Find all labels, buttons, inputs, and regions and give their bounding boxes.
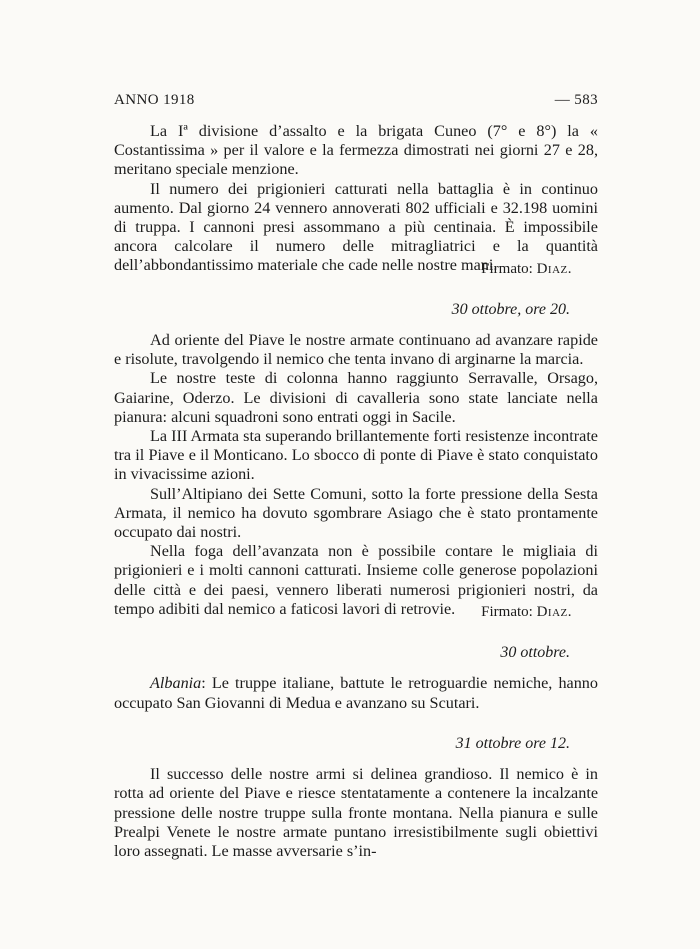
signature-label: Firmato: bbox=[481, 604, 533, 621]
dateline: 31 ottobre ore 12. bbox=[455, 734, 570, 752]
paragraph: La Iª divisione d’assalto e la brigata Cuneo (7° e 8°) la « Costantissima » per il valore e la fermezza dimostrati nei giorni 27 e 28, meritano speciale menzione. bbox=[114, 122, 598, 179]
page-number: — 583 bbox=[554, 92, 598, 108]
paragraph-body: : Le truppe italiane, battute le retroguardie nemiche, hanno occupato San Giovanni di Medua e avanzano su Scutari. bbox=[114, 674, 598, 712]
signature-label: Firmato: bbox=[481, 260, 533, 277]
dateline: 30 ottobre. bbox=[500, 644, 570, 662]
paragraph: Nella foga dell’avanzata non è possibile contare le migliaia di prigionieri e i molti cannoni catturati. Insieme colle generose popolazioni delle città e dei paesi, vennero liberati numerosi prigionieri nostri, da tempo adibiti dal nemico a faticosi lavori di retrovie. bbox=[114, 542, 598, 618]
paragraph-lead: Albania bbox=[150, 674, 202, 693]
paragraph: Ad oriente del Piave le nostre armate continuano ad avanzare rapide e risolute, travolgendo il nemico che tenta invano di arginarne la marcia. bbox=[114, 331, 598, 369]
paragraph: La III Armata sta superando brillantemente forti resistenze incontrate tra il Piave e il Monticano. Lo sbocco di ponte di Piave è stato conquistato in vivacissime azioni. bbox=[114, 427, 598, 484]
paragraph: Le nostre teste di colonna hanno raggiunto Serravalle, Orsago, Gaiarine, Oderzo. Le divisioni di cavalleria sono state lanciate nella pianura: alcuni squadroni sono entrati oggi in Sacile. bbox=[114, 369, 598, 426]
paragraph bbox=[114, 674, 598, 712]
paragraph: Il successo delle nostre armi si delinea grandioso. Il nemico è in rotta ad oriente del Piave e riesce stentatamente a contenere la incalzante pressione delle nostre truppe sulla fronte montana. Nella pianura e sulle Prealpi Venete le nostre armate puntano irresistibilmente sugli obiettivi loro assegnati. Le masse avversarie s’in- bbox=[114, 765, 598, 860]
paragraph: Sull’Altipiano dei Sette Comuni, sotto la forte pressione della Sesta Armata, il nemico ha dovuto sgombrare Asiago che è stato prontamente occupato dai nostri. bbox=[114, 484, 598, 542]
dateline: 30 ottobre, ore 20. bbox=[451, 300, 570, 318]
body-text bbox=[114, 122, 598, 861]
header-year: ANNO 1918 bbox=[114, 92, 195, 108]
running-header bbox=[114, 92, 598, 114]
paragraph: Il numero dei prigionieri catturati nella battaglia è in continuo aumento. Dal giorno 24 vennero annoverati 802 ufficiali e 32.198 uomini di truppa. I cannoni presi assommano a più centinaia. È impossibile ancora calcolare il numero delle mitragliatrici e la quantità dell’abbondantissimo materiale che cade nelle nostre mani. bbox=[114, 179, 598, 275]
signature-name: Diaz. bbox=[536, 604, 572, 621]
signature-name: Diaz. bbox=[536, 260, 572, 277]
